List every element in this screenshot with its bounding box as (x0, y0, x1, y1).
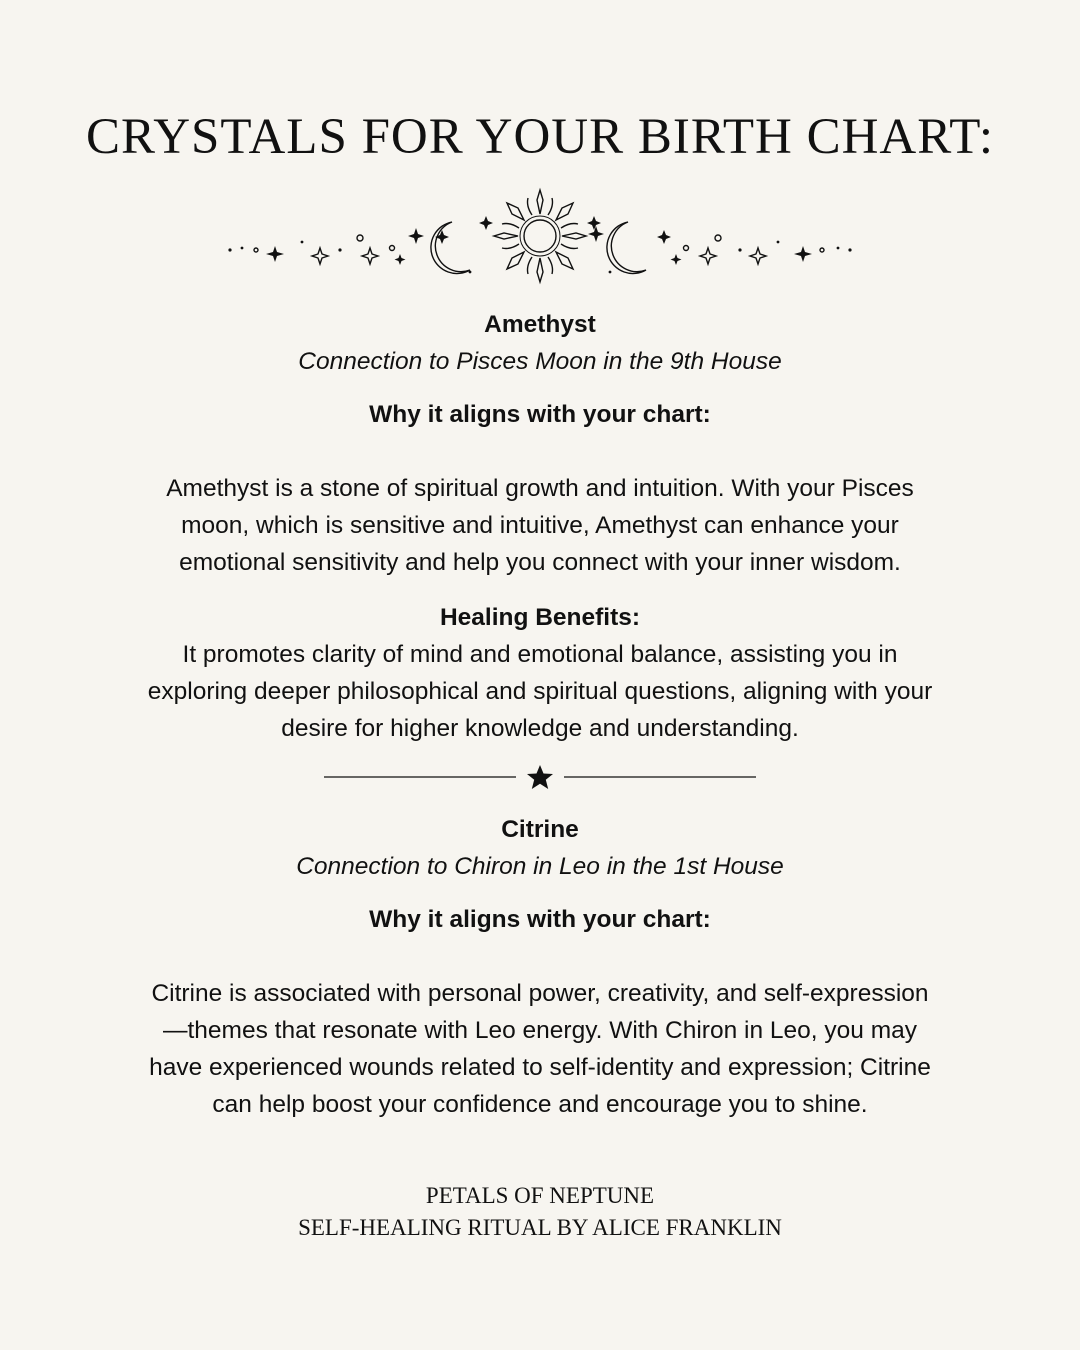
amethyst-why-text (100, 470, 980, 581)
paragraph-line: exploring deeper philosophical and spiritual questions, aligning with your (147, 678, 933, 705)
citrine-why-heading-block (100, 901, 980, 938)
page-title: CRYSTALS FOR YOUR BIRTH CHART: (85, 109, 994, 165)
crystal-connection: Connection to Chiron in Leo in the 1st House (296, 853, 784, 880)
amethyst-healing (100, 599, 980, 747)
crystal-name: Citrine (501, 816, 579, 843)
paragraph-line: It promotes clarity of mind and emotional balance, assisting you in (182, 641, 898, 668)
footer (0, 1180, 1080, 1244)
paragraph-line: moon, which is sensitive and intuitive, Amethyst can enhance your (181, 512, 899, 539)
brand-name: PETALS OF NEPTUNE (425, 1183, 655, 1208)
amethyst-why-heading-block (100, 396, 980, 433)
author-credit: SELF-HEALING RITUAL BY ALICE FRANKLIN (298, 1215, 782, 1240)
why-heading: Why it aligns with your chart: (369, 401, 711, 428)
amethyst-section (100, 306, 980, 380)
crystal-name: Amethyst (484, 311, 596, 338)
paragraph-line: emotional sensitivity and help you connect with your inner wisdom. (179, 549, 901, 576)
paragraph-line: Amethyst is a stone of spiritual growth and intuition. With your Pisces (166, 475, 914, 502)
paragraph-line: can help boost your confidence and encourage you to shine. (212, 1091, 868, 1118)
celestial-ornament-icon (220, 186, 860, 290)
paragraph-line: desire for higher knowledge and understanding. (281, 715, 799, 742)
paragraph-line: Citrine is associated with personal power, creativity, and self-expression (151, 980, 929, 1007)
paragraph-line: —themes that resonate with Leo energy. With Chiron in Leo, you may (163, 1017, 917, 1044)
star-divider-icon (320, 762, 760, 794)
citrine-why-text (100, 975, 980, 1123)
citrine-section (100, 811, 980, 885)
paragraph-line: have experienced wounds related to self-identity and expression; Citrine (149, 1054, 931, 1081)
healing-heading: Healing Benefits: (439, 604, 641, 631)
crystal-connection: Connection to Pisces Moon in the 9th House (298, 348, 782, 375)
why-heading: Why it aligns with your chart: (369, 906, 711, 933)
